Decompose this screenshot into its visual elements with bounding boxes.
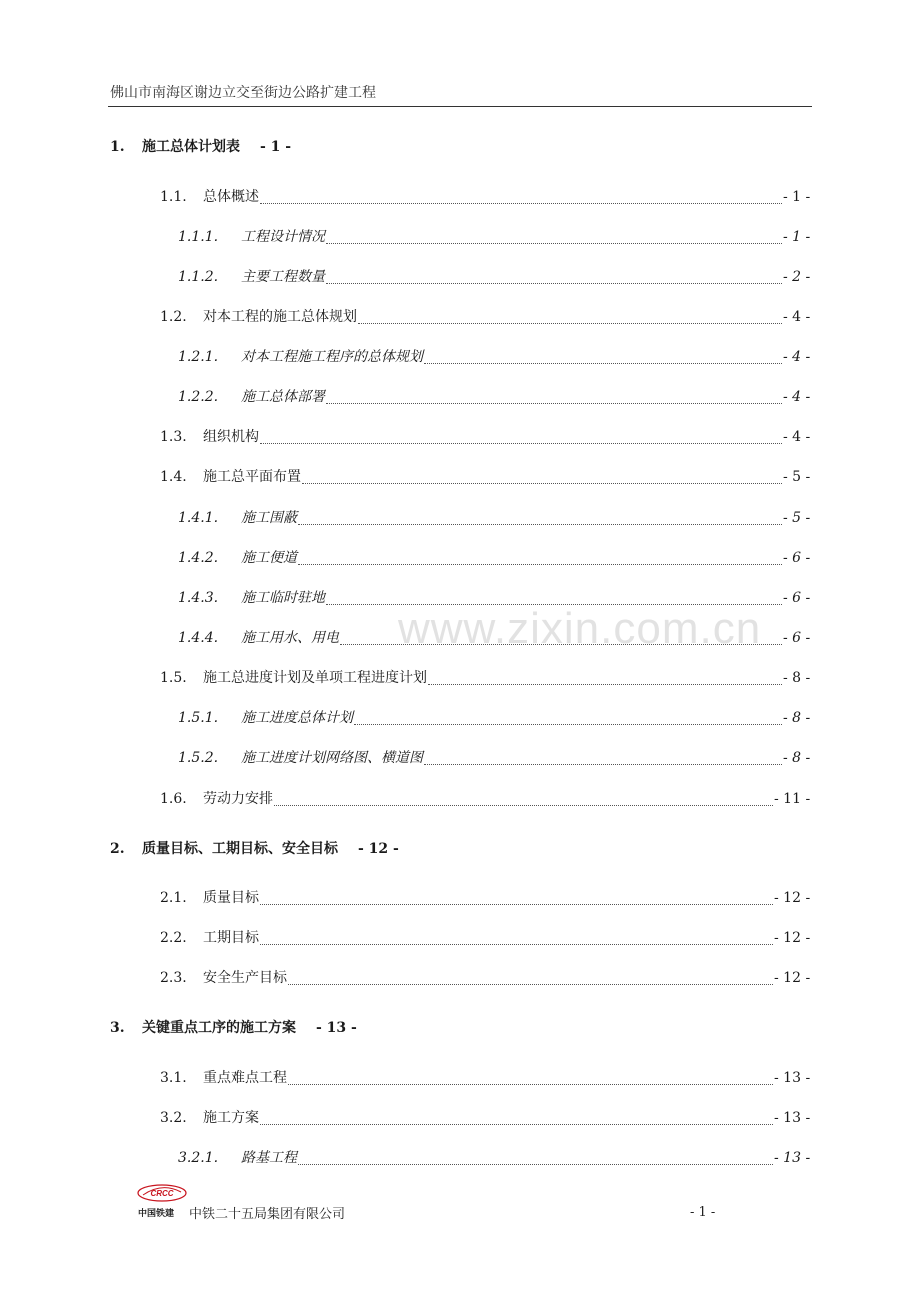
toc-title: 组织机构 <box>203 429 259 445</box>
toc-leader-dots <box>274 789 773 806</box>
toc-title: 对本工程施工程序的总体规划 <box>241 349 423 365</box>
toc-page-number: - 5 - <box>783 510 811 526</box>
toc-entry[interactable] <box>0 748 920 768</box>
toc-page-number: - 12 - <box>774 930 811 946</box>
toc-page-number: - 11 - <box>774 791 811 807</box>
toc-entry[interactable] <box>0 888 920 908</box>
toc-number: 2.1. <box>160 890 187 906</box>
toc-page-number: - 5 - <box>783 469 811 485</box>
toc-page-number: - 13 - <box>774 1150 811 1166</box>
toc-leader-dots <box>288 1068 773 1085</box>
toc-title: 安全生产目标 <box>203 970 287 986</box>
toc-number: 1.1. <box>160 189 187 205</box>
toc-title: 施工便道 <box>241 550 297 566</box>
toc-title: 总体概述 <box>203 189 259 205</box>
toc-leader-dots <box>260 187 782 204</box>
toc-page-number: - 1 - <box>260 139 292 155</box>
toc-number: 1.2.1. <box>178 349 219 365</box>
toc-page-number: - 6 - <box>783 630 811 646</box>
toc-title: 施工总平面布置 <box>203 469 301 485</box>
toc-title: 重点难点工程 <box>203 1070 287 1086</box>
toc-page-number: - 4 - <box>783 309 811 325</box>
toc-title: 施工方案 <box>203 1110 259 1126</box>
toc-page-number: - 13 - <box>774 1110 811 1126</box>
toc-title: 劳动力安排 <box>203 791 273 807</box>
toc-number: 1.3. <box>160 429 187 445</box>
toc-title: 主要工程数量 <box>241 269 325 285</box>
toc-page-number: - 8 - <box>783 670 811 686</box>
toc-entry[interactable] <box>0 307 920 327</box>
toc-entry[interactable] <box>0 1018 920 1038</box>
toc-title: 施工用水、用电 <box>241 630 339 646</box>
toc-number: 1.4. <box>160 469 187 485</box>
toc-title: 施工围蔽 <box>241 510 297 526</box>
toc-entry[interactable] <box>0 187 920 207</box>
toc-page-number: - 8 - <box>783 750 811 766</box>
toc-leader-dots <box>298 548 782 565</box>
toc-leader-dots <box>298 508 782 525</box>
toc-page-number: - 6 - <box>783 590 811 606</box>
toc-title: 施工总体部署 <box>241 389 325 405</box>
toc-number: 1.4.4. <box>178 630 219 646</box>
watermark: www.zixin.com.cn <box>398 604 762 653</box>
toc-number: 3.1. <box>160 1070 187 1086</box>
toc-entry[interactable] <box>0 467 920 487</box>
toc-entry[interactable] <box>0 708 920 728</box>
toc-title: 施工进度计划网络图、横道图 <box>241 750 423 766</box>
toc-page-number: - 4 - <box>783 389 811 405</box>
toc-entry[interactable] <box>0 839 920 859</box>
crcc-logo <box>137 1184 187 1202</box>
toc-number: 1.4.2. <box>178 550 219 566</box>
toc-leader-dots <box>424 748 782 765</box>
toc-number: 1.4.1. <box>178 510 219 526</box>
toc-leader-dots <box>298 1148 773 1165</box>
toc-entry[interactable] <box>0 1108 920 1128</box>
header-rule <box>108 106 812 107</box>
toc-number: 2.3. <box>160 970 187 986</box>
toc-number: 1.2. <box>160 309 187 325</box>
toc-entry[interactable] <box>0 968 920 988</box>
toc-page-number: - 2 - <box>783 269 811 285</box>
footer-page-number: - 1 - <box>690 1205 716 1220</box>
toc-number: 1.4.3. <box>178 590 219 606</box>
toc-number: 1.6. <box>160 791 187 807</box>
toc-entry[interactable] <box>0 347 920 367</box>
toc-leader-dots <box>288 968 773 985</box>
toc-page-number: - 13 - <box>316 1020 357 1036</box>
toc-leader-dots <box>424 347 782 364</box>
toc-leader-dots <box>358 307 782 324</box>
toc-entry[interactable] <box>0 1148 920 1168</box>
toc-title: 关键重点工序的施工方案 <box>142 1020 296 1036</box>
toc-page-number: - 6 - <box>783 550 811 566</box>
toc-number: 2. <box>110 841 125 857</box>
toc-entry[interactable] <box>0 227 920 247</box>
toc-entry[interactable] <box>0 789 920 809</box>
toc-number: 1.5.1. <box>178 710 219 726</box>
toc-number: 3.2. <box>160 1110 187 1126</box>
toc-entry[interactable] <box>0 548 920 568</box>
toc-title: 施工临时驻地 <box>241 590 325 606</box>
toc-page-number: - 4 - <box>783 349 811 365</box>
page-header-title: 佛山市南海区谢边立交至街边公路扩建工程 <box>110 85 376 101</box>
toc-number: 1.1.1. <box>178 229 219 245</box>
toc-leader-dots <box>260 928 773 945</box>
toc-title: 施工总体计划表 <box>142 139 240 155</box>
toc-number: 1.5.2. <box>178 750 219 766</box>
toc-entry[interactable] <box>0 668 920 688</box>
toc-title: 质量目标、工期目标、安全目标 <box>142 841 338 857</box>
toc-page-number: - 12 - <box>358 841 399 857</box>
footer-brand: 中国铁建 <box>138 1209 175 1219</box>
toc-title: 路基工程 <box>241 1150 297 1166</box>
toc-title: 质量目标 <box>203 890 259 906</box>
toc-page-number: - 13 - <box>774 1070 811 1086</box>
toc-page-number: - 1 - <box>783 189 811 205</box>
toc-entry[interactable] <box>0 427 920 447</box>
toc-entry[interactable] <box>0 508 920 528</box>
toc-leader-dots <box>326 387 782 404</box>
toc-leader-dots <box>260 1108 773 1125</box>
toc-number: 1.1.2. <box>178 269 219 285</box>
toc-number: 3.2.1. <box>178 1150 219 1166</box>
toc-number: 1.5. <box>160 670 187 686</box>
toc-title: 工期目标 <box>203 930 259 946</box>
toc-page-number: - 12 - <box>774 970 811 986</box>
logo-text: CRCC <box>150 1189 174 1198</box>
toc-entry[interactable] <box>0 928 920 948</box>
toc-leader-dots <box>260 427 782 444</box>
toc-entry[interactable] <box>0 267 920 287</box>
toc-number: 2.2. <box>160 930 187 946</box>
toc-leader-dots <box>428 668 782 685</box>
toc-leader-dots <box>354 708 782 725</box>
toc-leader-dots <box>326 227 782 244</box>
toc-leader-dots <box>326 267 782 284</box>
toc-page-number: - 4 - <box>783 429 811 445</box>
toc-title: 施工总进度计划及单项工程进度计划 <box>203 670 427 686</box>
toc-leader-dots <box>326 588 782 605</box>
toc-page-number: - 1 - <box>783 229 811 245</box>
toc-entry[interactable] <box>0 387 920 407</box>
toc-entry[interactable] <box>0 1068 920 1088</box>
toc-page-number: - 8 - <box>783 710 811 726</box>
toc-page-number: - 12 - <box>774 890 811 906</box>
toc-title: 施工进度总体计划 <box>241 710 353 726</box>
toc-title: 工程设计情况 <box>241 229 325 245</box>
toc-leader-dots <box>260 888 773 905</box>
toc-entry[interactable] <box>0 137 920 157</box>
footer-company: 中铁二十五局集团有限公司 <box>189 1207 346 1222</box>
toc-number: 1.2.2. <box>178 389 219 405</box>
toc-number: 1. <box>110 139 125 155</box>
toc-number: 3. <box>110 1020 125 1036</box>
toc-title: 对本工程的施工总体规划 <box>203 309 357 325</box>
toc-leader-dots <box>302 467 782 484</box>
